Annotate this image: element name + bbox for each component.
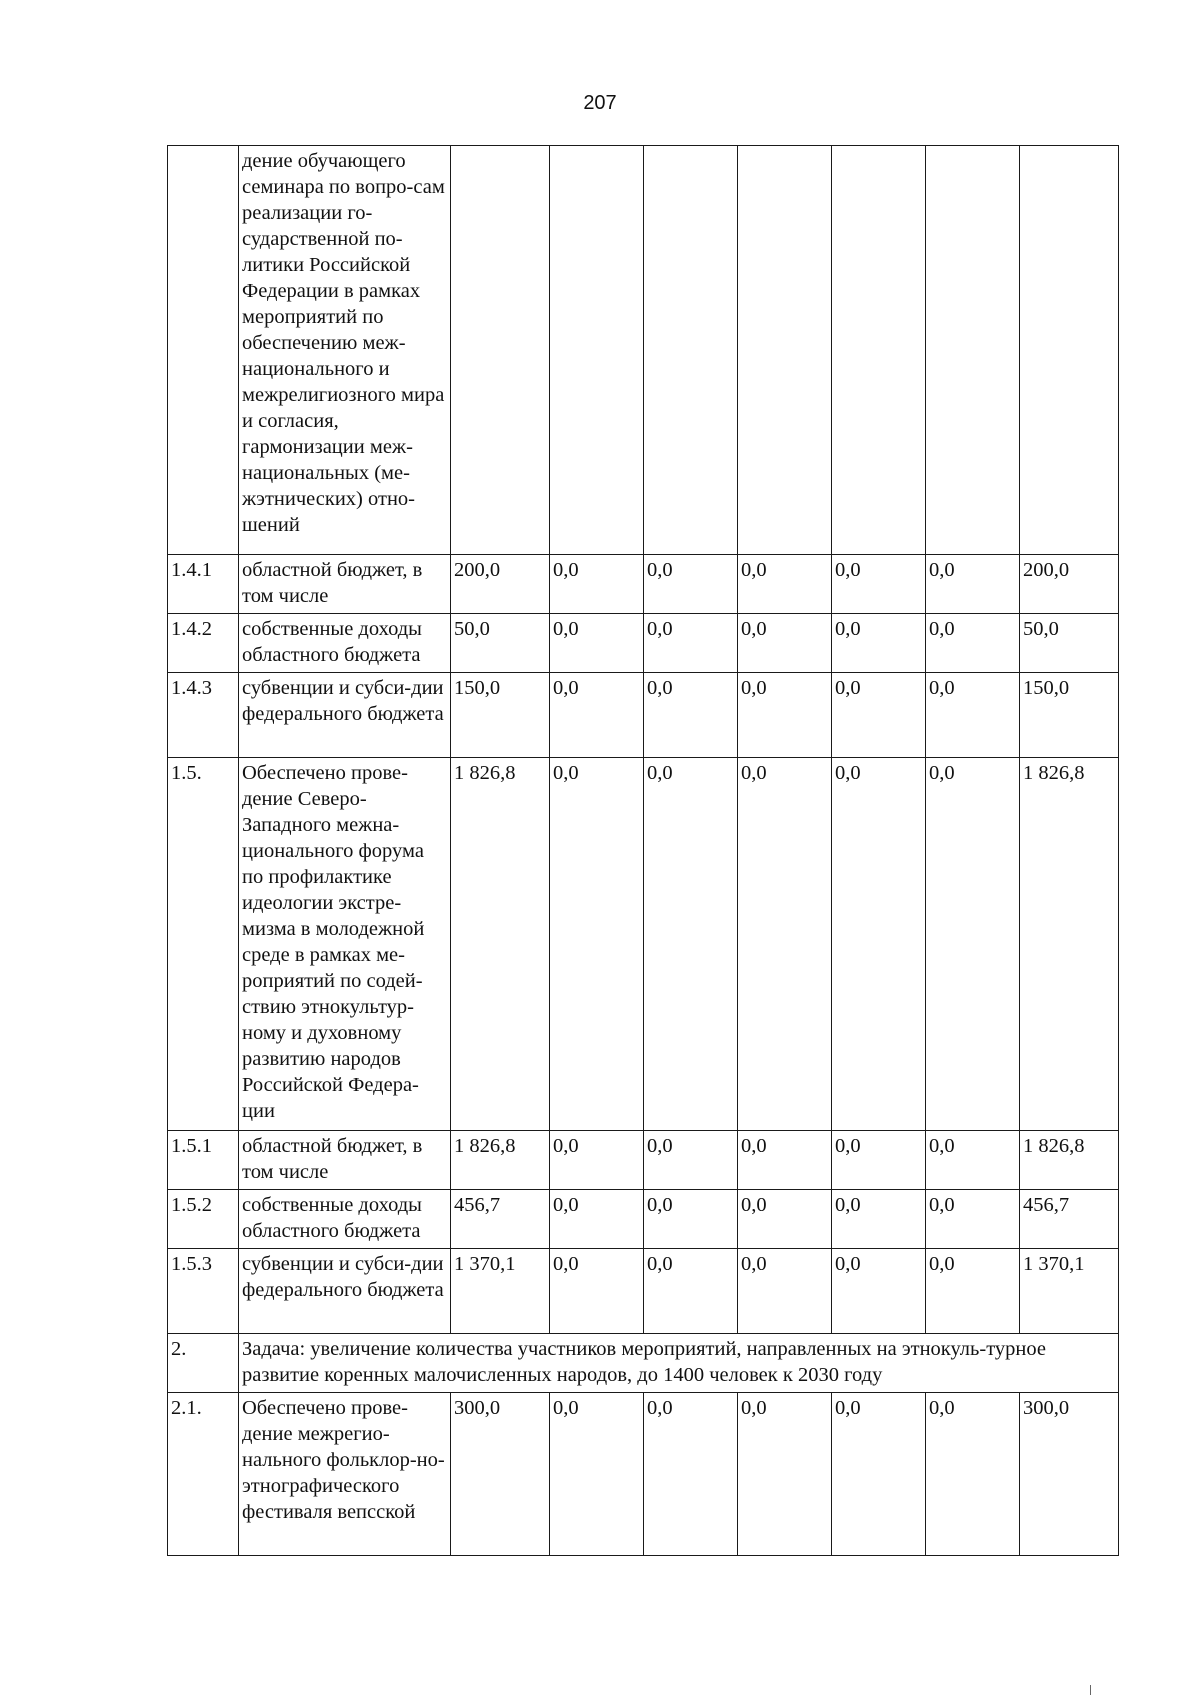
table-row bbox=[168, 1393, 1119, 1556]
value-cell: 0,0 bbox=[832, 1190, 926, 1249]
total-cell: 1 826,8 bbox=[1020, 758, 1119, 1131]
value-cell: 0,0 bbox=[644, 1190, 738, 1249]
total-cell: 50,0 bbox=[1020, 614, 1119, 673]
value-cell: 0,0 bbox=[644, 673, 738, 758]
value-cell: 0,0 bbox=[926, 1393, 1020, 1556]
row-number: 1.5.2 bbox=[168, 1190, 239, 1249]
value-cell: 0,0 bbox=[832, 1249, 926, 1334]
table-row bbox=[168, 146, 1119, 555]
value-cell bbox=[926, 146, 1020, 555]
row-description: Обеспечено прове-дение межрегио-нального фольклор-но-этнографического фестиваля вепсской bbox=[239, 1393, 451, 1556]
row-description: собственные доходы областного бюджета bbox=[239, 1190, 451, 1249]
value-cell: 0,0 bbox=[926, 1190, 1020, 1249]
value-cell: 0,0 bbox=[738, 555, 832, 614]
value-cell: 200,0 bbox=[451, 555, 550, 614]
value-cell: 1 826,8 bbox=[451, 1131, 550, 1190]
value-cell: 0,0 bbox=[832, 1131, 926, 1190]
value-cell: 0,0 bbox=[832, 614, 926, 673]
total-cell: 1 826,8 bbox=[1020, 1131, 1119, 1190]
total-cell bbox=[1020, 146, 1119, 555]
task-description: Задача: увеличение количества участников мероприятий, направленных на этнокуль-турное развитие коренных малочисленных народов, до 1400 человек к 2030 году bbox=[239, 1334, 1119, 1393]
value-cell: 150,0 bbox=[451, 673, 550, 758]
value-cell: 0,0 bbox=[926, 758, 1020, 1131]
value-cell: 0,0 bbox=[644, 758, 738, 1131]
value-cell: 0,0 bbox=[550, 614, 644, 673]
value-cell: 0,0 bbox=[644, 1393, 738, 1556]
value-cell: 0,0 bbox=[738, 758, 832, 1131]
row-description: Обеспечено прове-дение Северо-Западного межна-ционального форума по профилактике идеологии экстре-мизма в молодежной среде в рамках ме-роприятий по содей-ствию этнокультур-ному и духовному развитию народов Российской Федера-ции bbox=[239, 758, 451, 1131]
table-row bbox=[168, 1249, 1119, 1334]
value-cell: 0,0 bbox=[738, 1190, 832, 1249]
value-cell bbox=[550, 146, 644, 555]
page-number: 207 bbox=[583, 92, 617, 114]
value-cell: 1 826,8 bbox=[451, 758, 550, 1131]
row-number: 1.4.1 bbox=[168, 555, 239, 614]
table-row bbox=[168, 1190, 1119, 1249]
value-cell bbox=[738, 146, 832, 555]
value-cell: 456,7 bbox=[451, 1190, 550, 1249]
value-cell: 0,0 bbox=[832, 555, 926, 614]
value-cell: 0,0 bbox=[550, 1249, 644, 1334]
value-cell: 0,0 bbox=[738, 1249, 832, 1334]
value-cell: 0,0 bbox=[550, 673, 644, 758]
value-cell: 0,0 bbox=[832, 673, 926, 758]
value-cell: 0,0 bbox=[926, 614, 1020, 673]
scan-mark bbox=[1090, 1685, 1091, 1695]
total-cell: 456,7 bbox=[1020, 1190, 1119, 1249]
task-number: 2. bbox=[168, 1334, 239, 1393]
value-cell: 0,0 bbox=[926, 1249, 1020, 1334]
value-cell: 0,0 bbox=[832, 1393, 926, 1556]
value-cell: 0,0 bbox=[550, 1131, 644, 1190]
value-cell bbox=[451, 146, 550, 555]
value-cell bbox=[832, 146, 926, 555]
value-cell: 0,0 bbox=[550, 555, 644, 614]
value-cell: 0,0 bbox=[738, 1393, 832, 1556]
row-description: областной бюджет, в том числе bbox=[239, 1131, 451, 1190]
value-cell: 0,0 bbox=[832, 758, 926, 1131]
value-cell: 0,0 bbox=[738, 1131, 832, 1190]
row-number: 1.5. bbox=[168, 758, 239, 1131]
value-cell: 1 370,1 bbox=[451, 1249, 550, 1334]
value-cell: 0,0 bbox=[644, 614, 738, 673]
row-number: 1.4.3 bbox=[168, 673, 239, 758]
value-cell: 0,0 bbox=[550, 1393, 644, 1556]
value-cell: 300,0 bbox=[451, 1393, 550, 1556]
total-cell: 1 370,1 bbox=[1020, 1249, 1119, 1334]
value-cell: 0,0 bbox=[738, 614, 832, 673]
value-cell: 0,0 bbox=[926, 555, 1020, 614]
total-cell: 300,0 bbox=[1020, 1393, 1119, 1556]
total-cell: 200,0 bbox=[1020, 555, 1119, 614]
table-row bbox=[168, 614, 1119, 673]
table-row bbox=[168, 758, 1119, 1131]
value-cell: 0,0 bbox=[926, 1131, 1020, 1190]
row-description: субвенции и субси-дии федерального бюджета bbox=[239, 673, 451, 758]
total-cell: 150,0 bbox=[1020, 673, 1119, 758]
row-description: дение обучающего семинара по вопро-сам реализации го-сударственной по-литики Российской Федерации в рамках мероприятий по обеспечению меж-национального и межрелигиозного мира и согласия, гармонизации меж-национальных (ме-жэтнических) отно-шений bbox=[239, 146, 451, 555]
value-cell: 0,0 bbox=[738, 673, 832, 758]
row-number: 1.4.2 bbox=[168, 614, 239, 673]
value-cell: 50,0 bbox=[451, 614, 550, 673]
row-number: 1.5.1 bbox=[168, 1131, 239, 1190]
row-description: собственные доходы областного бюджета bbox=[239, 614, 451, 673]
value-cell bbox=[644, 146, 738, 555]
row-description: областной бюджет, в том числе bbox=[239, 555, 451, 614]
row-description: субвенции и субси-дии федерального бюджета bbox=[239, 1249, 451, 1334]
task-row bbox=[168, 1334, 1119, 1393]
value-cell: 0,0 bbox=[550, 758, 644, 1131]
row-number: 1.5.3 bbox=[168, 1249, 239, 1334]
value-cell: 0,0 bbox=[644, 1131, 738, 1190]
value-cell: 0,0 bbox=[644, 555, 738, 614]
row-number bbox=[168, 146, 239, 555]
value-cell: 0,0 bbox=[926, 673, 1020, 758]
table-row bbox=[168, 673, 1119, 758]
value-cell: 0,0 bbox=[550, 1190, 644, 1249]
table-row bbox=[168, 1131, 1119, 1190]
budget-table bbox=[167, 145, 1119, 1556]
table-row bbox=[168, 555, 1119, 614]
value-cell: 0,0 bbox=[644, 1249, 738, 1334]
row-number: 2.1. bbox=[168, 1393, 239, 1556]
